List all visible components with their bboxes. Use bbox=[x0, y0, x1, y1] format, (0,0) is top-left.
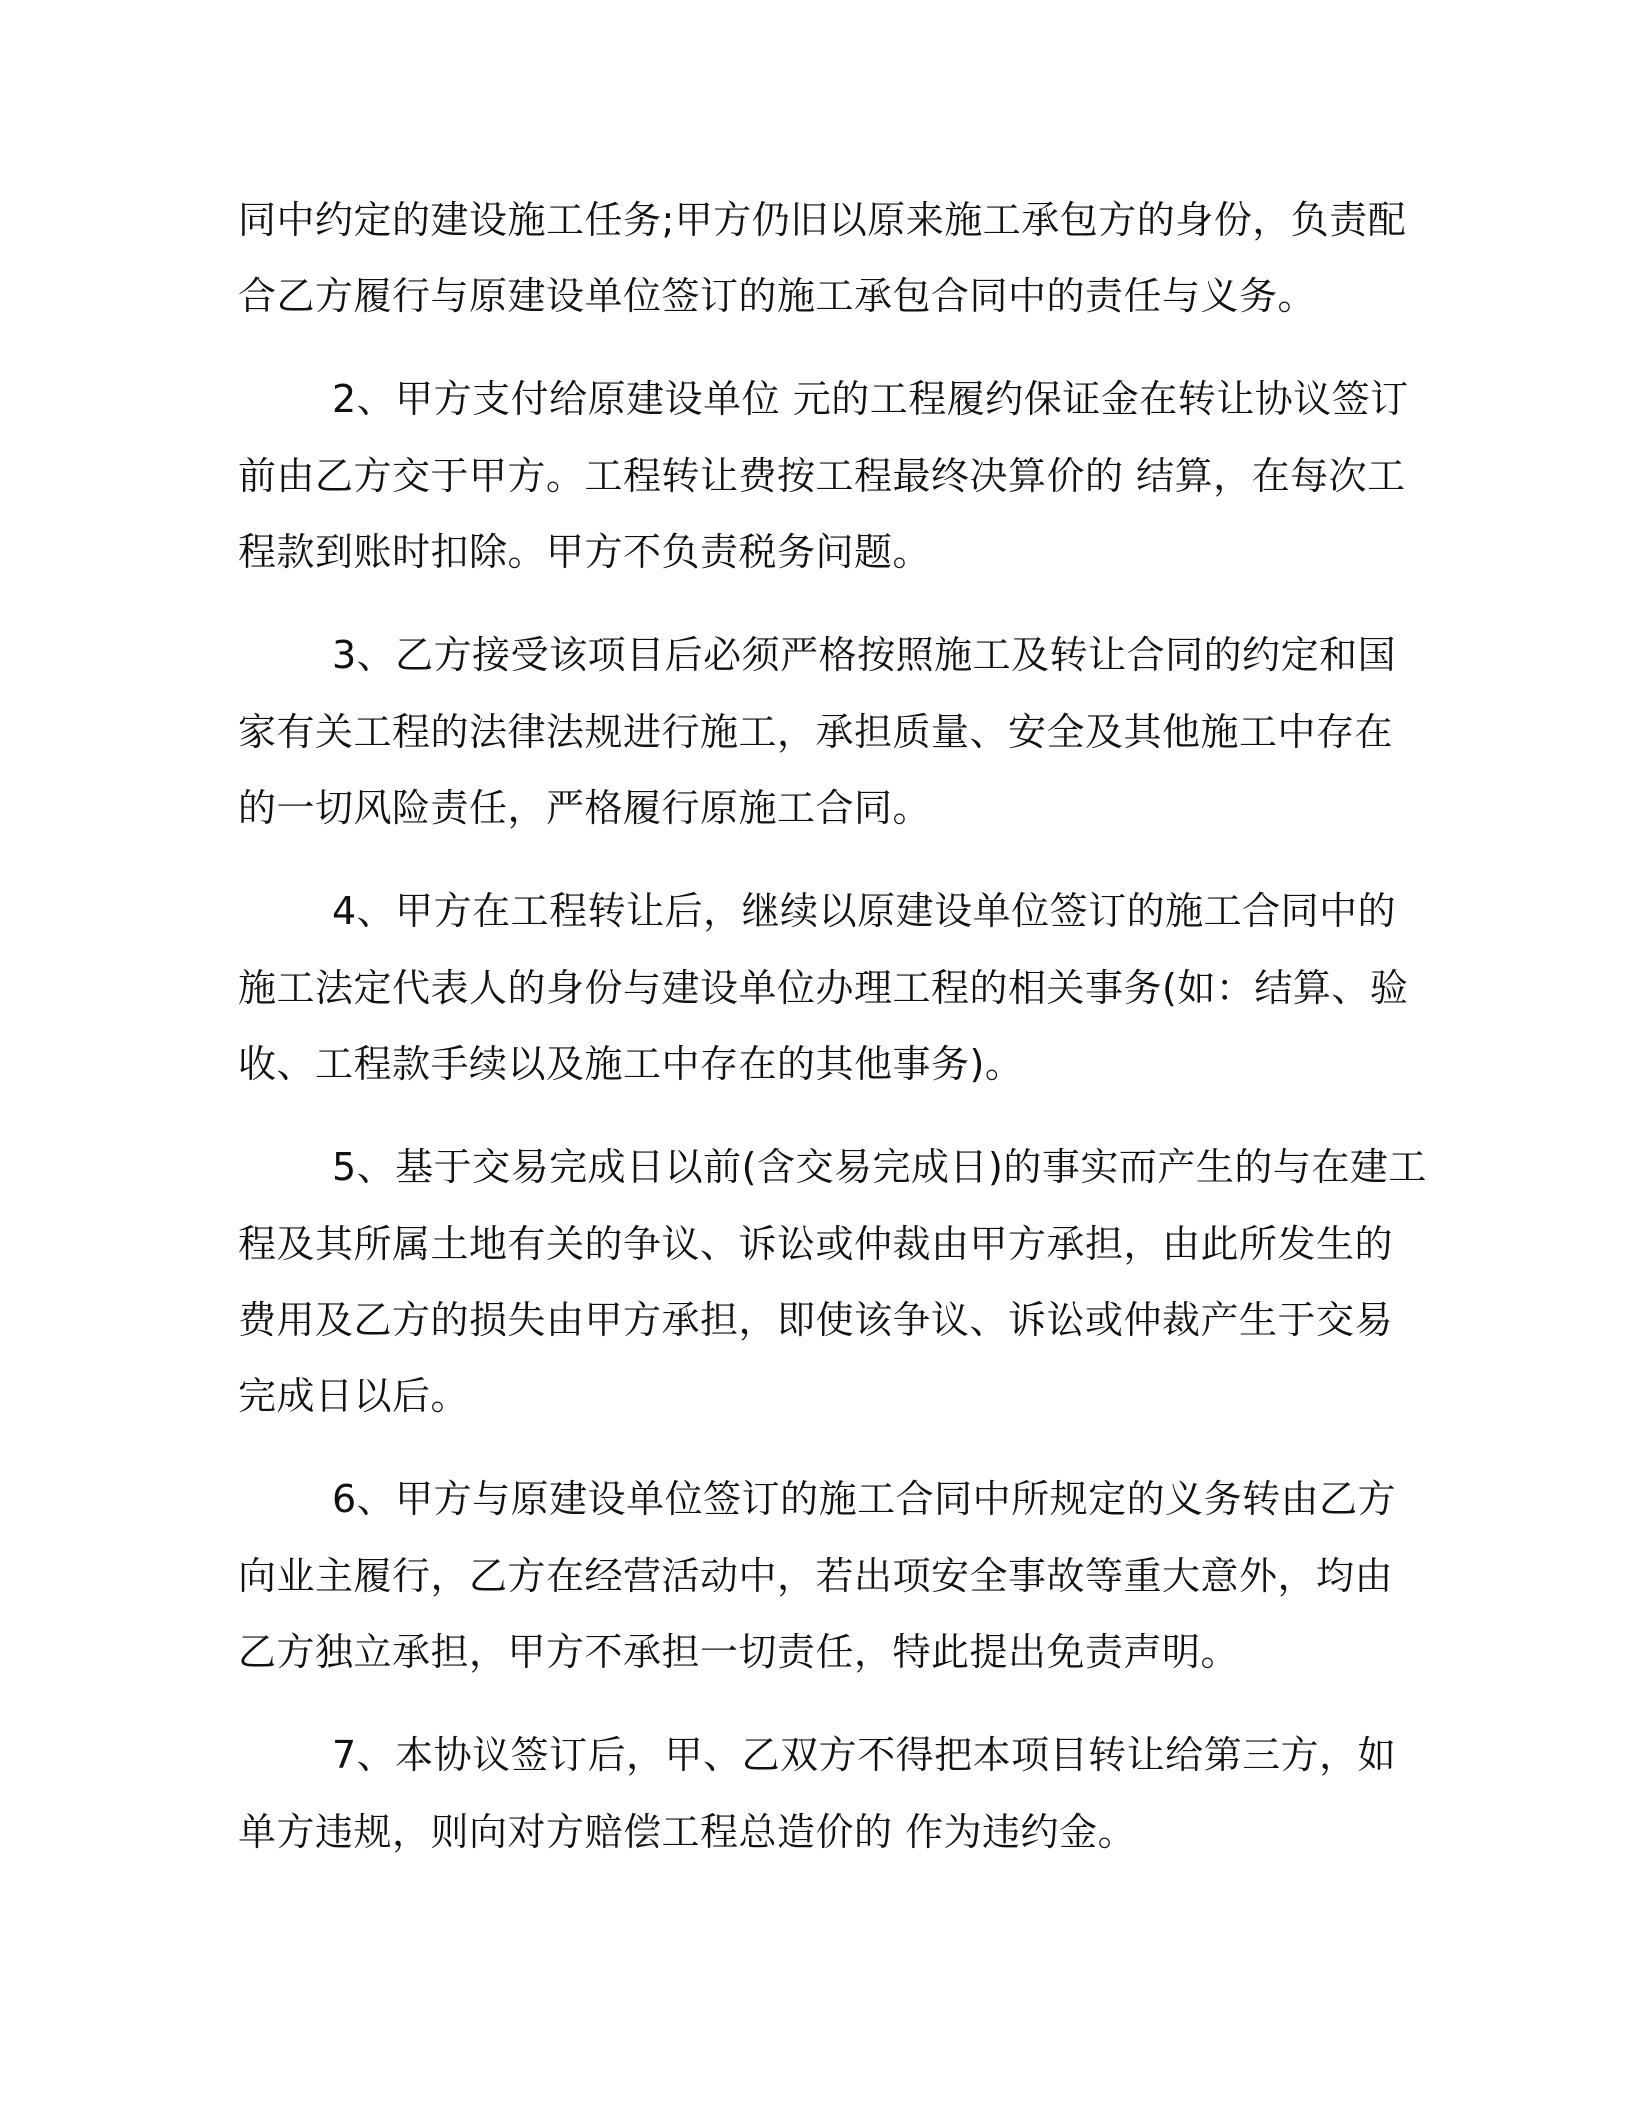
paragraph-line: 同中约定的建设施工任务;甲方仍旧以原来施工承包方的身份，负责配 bbox=[238, 198, 1407, 242]
paragraph-line: 合乙方履行与原建设单位签订的施工承包合同中的责任与义务。 bbox=[238, 274, 1317, 318]
paragraph-line: 单方违规，则向对方赔偿工程总造价的 作为违约金。 bbox=[238, 1810, 1137, 1854]
paragraph-line: 2、甲方支付给原建设单位 元的工程履约保证金在转让协议签订 bbox=[332, 377, 1409, 421]
paragraph-line: 施工法定代表人的身份与建设单位办理工程的相关事务(如：结算、验 bbox=[238, 966, 1409, 1010]
paragraph-line: 收、工程款手续以及施工中存在的其他事务)。 bbox=[238, 1042, 1024, 1086]
paragraph-line: 家有关工程的法律法规进行施工，承担质量、安全及其他施工中存在 bbox=[238, 710, 1394, 754]
paragraph-line: 7、本协议签订后，甲、乙双方不得把本项目转让给第三方，如 bbox=[332, 1733, 1397, 1777]
paragraph-line: 程及其所属土地有关的争议、诉讼或仲裁由甲方承担，由此所发生的 bbox=[238, 1222, 1394, 1266]
paragraph-line: 乙方独立承担，甲方不承担一切责任，特此提出免责声明。 bbox=[238, 1630, 1240, 1674]
paragraph-line: 费用及乙方的损失由甲方承担，即使该争议、诉讼或仲裁产生于交易 bbox=[238, 1298, 1394, 1342]
paragraph-line: 的一切风险责任，严格履行原施工合同。 bbox=[238, 786, 932, 830]
paragraph-line: 4、甲方在工程转让后，继续以原建设单位签订的施工合同中的 bbox=[332, 889, 1397, 933]
paragraph-line: 6、甲方与原建设单位签订的施工合同中所规定的义务转由乙方 bbox=[332, 1477, 1397, 1521]
paragraph-line: 向业主履行，乙方在经营活动中，若出项安全事故等重大意外，均由 bbox=[238, 1554, 1394, 1598]
paragraph-line: 程款到账时扣除。甲方不负责税务问题。 bbox=[238, 530, 932, 574]
paragraph-line: 5、基于交易完成日以前(含交易完成日)的事实而产生的与在建工 bbox=[332, 1145, 1427, 1189]
paragraph-line: 3、乙方接受该项目后必须严格按照施工及转让合同的约定和国 bbox=[332, 633, 1397, 677]
paragraph-line: 前由乙方交于甲方。工程转让费按工程最终决算价的 结算，在每次工 bbox=[238, 454, 1406, 498]
paragraph-line: 完成日以后。 bbox=[238, 1374, 470, 1418]
